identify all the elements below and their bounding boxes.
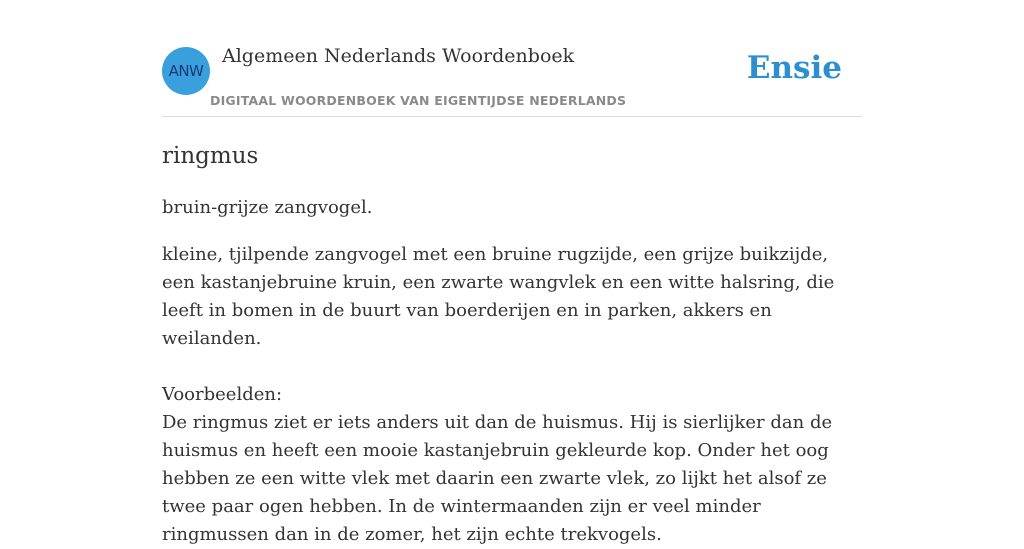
- headword: ringmus: [162, 143, 259, 169]
- entry-content: [162, 117, 862, 549]
- examples-label: Voorbeelden:: [162, 384, 283, 405]
- entry-container: [162, 0, 862, 549]
- example-text: De ringmus ziet er iets anders uit dan de huismus. Hij is sierlijker dan de huismus en heeft een mooie kastanjebruin gekleurde kop. Onder het oog hebben ze een witte vlek met daarin een zwarte vlek, zo lijkt het alsof ze twee paar ogen hebben. In de wintermaanden zijn er veel minder ringmussen dan in de zomer, het zijn echte trekvogels.: [162, 412, 833, 545]
- long-definition: kleine, tjilpende zangvogel met een bruine rugzijde, een grijze buikzijde, een kastanjebruine kruin, een zwarte wangvlek en een witte halsring, die leeft in bomen in de buurt van boerderijen en in parken, akkers en weilanden.: [162, 244, 835, 349]
- short-definition: bruin-grijze zangvogel.: [162, 197, 373, 218]
- source-title[interactable]: Algemeen Nederlands Woordenboek: [222, 45, 575, 67]
- source-subtitle: DIGITAAL WOORDENBOEK VAN EIGENTIJDSE NEDERLANDS: [210, 93, 627, 108]
- source-header: [162, 0, 862, 117]
- anw-logo[interactable]: ANW: [162, 47, 210, 95]
- ensie-brand-link[interactable]: Ensie: [746, 50, 842, 86]
